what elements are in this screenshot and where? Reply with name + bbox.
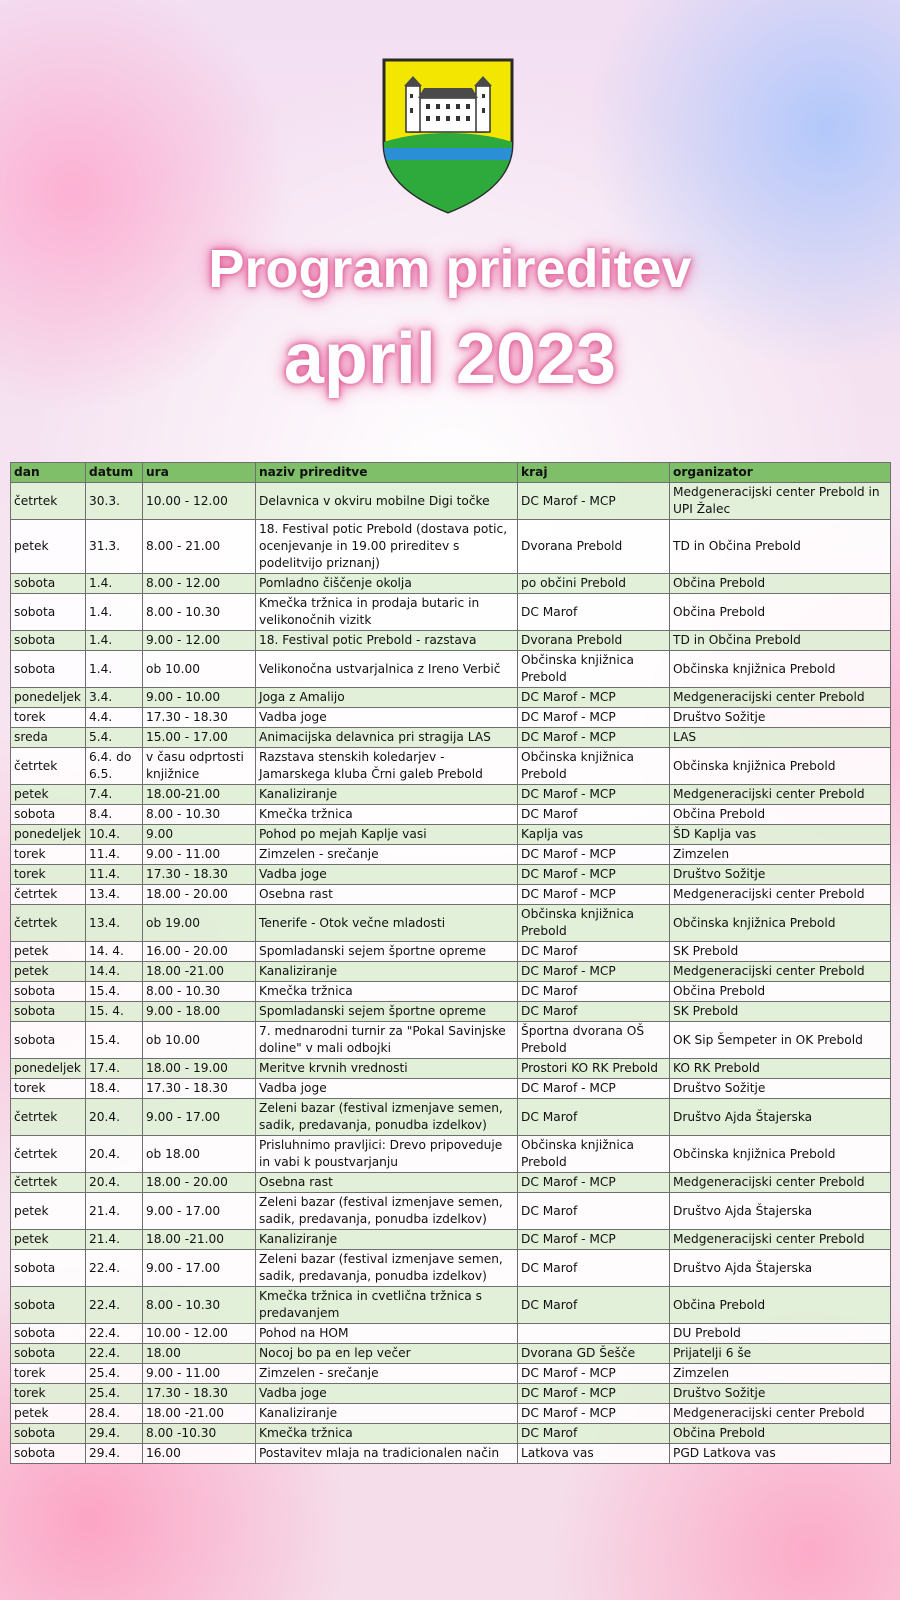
cell-organizer: Občina Prebold xyxy=(670,982,891,1002)
cell-day: petek xyxy=(11,520,86,574)
cell-day: sobota xyxy=(11,1324,86,1344)
cell-date: 14.4. xyxy=(86,962,143,982)
table-row xyxy=(11,865,891,885)
cell-location: DC Marof - MCP xyxy=(518,483,670,520)
cell-time: 15.00 - 17.00 xyxy=(143,728,256,748)
table-row xyxy=(11,483,891,520)
cell-date: 25.4. xyxy=(86,1364,143,1384)
cell-event-name: Spomladanski sejem športne opreme xyxy=(256,942,518,962)
table-row xyxy=(11,1099,891,1136)
cell-date: 1.4. xyxy=(86,574,143,594)
cell-location: DC Marof xyxy=(518,1002,670,1022)
cell-organizer: LAS xyxy=(670,728,891,748)
cell-location: DC Marof - MCP xyxy=(518,885,670,905)
cell-day: četrtek xyxy=(11,1099,86,1136)
cell-day: torek xyxy=(11,865,86,885)
cell-time: 10.00 - 12.00 xyxy=(143,1324,256,1344)
cell-organizer: Medgeneracijski center Prebold in UPI Žalec xyxy=(670,483,891,520)
cell-day: sobota xyxy=(11,631,86,651)
cell-date: 15.4. xyxy=(86,982,143,1002)
cell-event-name: Animacijska delavnica pri stragija LAS xyxy=(256,728,518,748)
cell-organizer: Društvo Ajda Štajerska xyxy=(670,1099,891,1136)
cell-date: 29.4. xyxy=(86,1424,143,1444)
cell-organizer: Društvo Sožitje xyxy=(670,1384,891,1404)
cell-organizer: Društvo Sožitje xyxy=(670,1079,891,1099)
cell-organizer: SK Prebold xyxy=(670,1002,891,1022)
cell-day: ponedeljek xyxy=(11,688,86,708)
cell-time: 9.00 - 18.00 xyxy=(143,1002,256,1022)
cell-day: torek xyxy=(11,1079,86,1099)
cell-location: Prostori KO RK Prebold xyxy=(518,1059,670,1079)
cell-location: DC Marof - MCP xyxy=(518,1364,670,1384)
cell-event-name: Kmečka tržnica in prodaja butaric in velikonočnih vizitk xyxy=(256,594,518,631)
cell-date: 22.4. xyxy=(86,1344,143,1364)
cell-day: sobota xyxy=(11,982,86,1002)
cell-date: 7.4. xyxy=(86,785,143,805)
cell-location: DC Marof - MCP xyxy=(518,962,670,982)
cell-location: DC Marof - MCP xyxy=(518,708,670,728)
cell-location: DC Marof - MCP xyxy=(518,1079,670,1099)
cell-event-name: Joga z Amalijo xyxy=(256,688,518,708)
cell-time: ob 10.00 xyxy=(143,651,256,688)
cell-organizer: Društvo Ajda Štajerska xyxy=(670,1250,891,1287)
cell-time: 18.00 - 19.00 xyxy=(143,1059,256,1079)
table-row xyxy=(11,631,891,651)
cell-day: petek xyxy=(11,785,86,805)
cell-location: Občinska knjižnica Prebold xyxy=(518,905,670,942)
cell-organizer: Občinska knjižnica Prebold xyxy=(670,748,891,785)
table-row xyxy=(11,594,891,631)
cell-location: DC Marof - MCP xyxy=(518,845,670,865)
cell-location: po občini Prebold xyxy=(518,574,670,594)
cell-location: DC Marof xyxy=(518,594,670,631)
cell-time: 9.00 - 12.00 xyxy=(143,631,256,651)
cell-date: 17.4. xyxy=(86,1059,143,1079)
table-row xyxy=(11,1404,891,1424)
cell-organizer: Občina Prebold xyxy=(670,1424,891,1444)
cell-event-name: Kmečka tržnica xyxy=(256,1424,518,1444)
cell-date: 11.4. xyxy=(86,845,143,865)
cell-organizer: Medgeneracijski center Prebold xyxy=(670,688,891,708)
cell-location: DC Marof xyxy=(518,1099,670,1136)
events-table xyxy=(10,462,891,1464)
cell-organizer: Zimzelen xyxy=(670,1364,891,1384)
cell-event-name: Meritve krvnih vrednosti xyxy=(256,1059,518,1079)
table-row xyxy=(11,1364,891,1384)
table-row xyxy=(11,728,891,748)
cell-date: 10.4. xyxy=(86,825,143,845)
table-row xyxy=(11,845,891,865)
cell-location: DC Marof - MCP xyxy=(518,865,670,885)
cell-organizer: TD in Občina Prebold xyxy=(670,520,891,574)
cell-time: 18.00 xyxy=(143,1344,256,1364)
cell-location: DC Marof xyxy=(518,1424,670,1444)
cell-time: ob 18.00 xyxy=(143,1136,256,1173)
cell-location: Latkova vas xyxy=(518,1444,670,1464)
cell-event-name: Osebna rast xyxy=(256,885,518,905)
cell-day: petek xyxy=(11,1193,86,1230)
cell-organizer: Prijatelji 6 še xyxy=(670,1344,891,1364)
cell-day: sobota xyxy=(11,1287,86,1324)
cell-event-name: Zeleni bazar (festival izmenjave semen, sadik, predavanja, ponudba izdelkov) xyxy=(256,1193,518,1230)
cell-time: 17.30 - 18.30 xyxy=(143,1079,256,1099)
cell-organizer: Medgeneracijski center Prebold xyxy=(670,962,891,982)
cell-time: 18.00 - 20.00 xyxy=(143,1173,256,1193)
cell-time: 8.00 - 10.30 xyxy=(143,982,256,1002)
header-kraj: kraj xyxy=(518,463,670,483)
table-row xyxy=(11,1250,891,1287)
cell-date: 6.4. do 6.5. xyxy=(86,748,143,785)
table-row xyxy=(11,1384,891,1404)
cell-event-name: Prisluhnimo pravljici: Drevo pripoveduje in vabi k poustvarjanju xyxy=(256,1136,518,1173)
cell-day: torek xyxy=(11,1364,86,1384)
cell-day: ponedeljek xyxy=(11,1059,86,1079)
cell-time: 18.00-21.00 xyxy=(143,785,256,805)
cell-date: 25.4. xyxy=(86,1384,143,1404)
header-datum: datum xyxy=(86,463,143,483)
cell-event-name: Tenerife - Otok večne mladosti xyxy=(256,905,518,942)
cell-day: ponedeljek xyxy=(11,825,86,845)
cell-organizer: ŠD Kaplja vas xyxy=(670,825,891,845)
cell-date: 28.4. xyxy=(86,1404,143,1424)
table-row xyxy=(11,1173,891,1193)
table-row xyxy=(11,785,891,805)
municipality-crest-logo xyxy=(380,56,516,214)
cell-location: DC Marof - MCP xyxy=(518,688,670,708)
table-row xyxy=(11,688,891,708)
cell-date: 20.4. xyxy=(86,1173,143,1193)
table-row xyxy=(11,520,891,574)
cell-event-name: Vadba joge xyxy=(256,1079,518,1099)
cell-time: 9.00 - 17.00 xyxy=(143,1193,256,1230)
cell-date: 29.4. xyxy=(86,1444,143,1464)
cell-organizer: Občinska knjižnica Prebold xyxy=(670,651,891,688)
cell-event-name: 18. Festival potic Prebold - razstava xyxy=(256,631,518,651)
cell-event-name: Kmečka tržnica xyxy=(256,982,518,1002)
table-row xyxy=(11,885,891,905)
cell-date: 1.4. xyxy=(86,631,143,651)
cell-organizer: Občina Prebold xyxy=(670,1287,891,1324)
cell-location: DC Marof xyxy=(518,1193,670,1230)
cell-day: petek xyxy=(11,962,86,982)
cell-event-name: Pohod po mejah Kaplje vasi xyxy=(256,825,518,845)
cell-organizer: Občina Prebold xyxy=(670,805,891,825)
cell-date: 13.4. xyxy=(86,905,143,942)
cell-location: DC Marof xyxy=(518,982,670,1002)
cell-time: 10.00 - 12.00 xyxy=(143,483,256,520)
cell-time: 17.30 - 18.30 xyxy=(143,1384,256,1404)
table-row xyxy=(11,651,891,688)
cell-location: DC Marof - MCP xyxy=(518,785,670,805)
cell-time: 8.00 - 10.30 xyxy=(143,594,256,631)
cell-event-name: Pomladno čiščenje okolja xyxy=(256,574,518,594)
cell-day: petek xyxy=(11,942,86,962)
table-row xyxy=(11,1193,891,1230)
table-row xyxy=(11,1230,891,1250)
header-ura: ura xyxy=(143,463,256,483)
cell-event-name: Kanaliziranje xyxy=(256,962,518,982)
cell-time: 8.00 - 10.30 xyxy=(143,805,256,825)
cell-time: 18.00 -21.00 xyxy=(143,1404,256,1424)
table-row xyxy=(11,1136,891,1173)
table-row xyxy=(11,1344,891,1364)
cell-day: sobota xyxy=(11,1250,86,1287)
cell-event-name: 7. mednarodni turnir za "Pokal Savinjske doline" v mali odbojki xyxy=(256,1022,518,1059)
table-row xyxy=(11,962,891,982)
cell-time: 18.00 -21.00 xyxy=(143,1230,256,1250)
cell-date: 21.4. xyxy=(86,1193,143,1230)
cell-event-name: Zimzelen - srečanje xyxy=(256,845,518,865)
cell-organizer: PGD Latkova vas xyxy=(670,1444,891,1464)
cell-location xyxy=(518,1324,670,1344)
table-row xyxy=(11,708,891,728)
header-naziv-prireditve: naziv prireditve xyxy=(256,463,518,483)
events-table-header xyxy=(11,463,891,483)
cell-day: sobota xyxy=(11,574,86,594)
cell-organizer: Občinska knjižnica Prebold xyxy=(670,1136,891,1173)
cell-time: 16.00 - 20.00 xyxy=(143,942,256,962)
cell-organizer: OK Sip Šempeter in OK Prebold xyxy=(670,1022,891,1059)
cell-event-name: Kanaliziranje xyxy=(256,1404,518,1424)
cell-date: 20.4. xyxy=(86,1099,143,1136)
cell-day: torek xyxy=(11,1384,86,1404)
cell-event-name: Vadba joge xyxy=(256,865,518,885)
cell-day: četrtek xyxy=(11,885,86,905)
cell-organizer: DU Prebold xyxy=(670,1324,891,1344)
header-organizator: organizator xyxy=(670,463,891,483)
cell-location: Dvorana Prebold xyxy=(518,631,670,651)
cell-organizer: Medgeneracijski center Prebold xyxy=(670,1404,891,1424)
cell-day: torek xyxy=(11,845,86,865)
cell-date: 8.4. xyxy=(86,805,143,825)
cell-location: DC Marof - MCP xyxy=(518,1173,670,1193)
cell-day: sobota xyxy=(11,805,86,825)
cell-date: 3.4. xyxy=(86,688,143,708)
cell-date: 15.4. xyxy=(86,1022,143,1059)
cell-date: 4.4. xyxy=(86,708,143,728)
cell-time: 9.00 - 10.00 xyxy=(143,688,256,708)
cell-event-name: Pohod na HOM xyxy=(256,1324,518,1344)
cell-time: 8.00 - 10.30 xyxy=(143,1287,256,1324)
cell-day: sobota xyxy=(11,1344,86,1364)
cell-location: DC Marof xyxy=(518,805,670,825)
cell-time: 9.00 - 11.00 xyxy=(143,845,256,865)
cell-time: 17.30 - 18.30 xyxy=(143,865,256,885)
table-row xyxy=(11,574,891,594)
cell-organizer: Občina Prebold xyxy=(670,574,891,594)
cell-organizer: Občinska knjižnica Prebold xyxy=(670,905,891,942)
cell-date: 1.4. xyxy=(86,651,143,688)
cell-date: 14. 4. xyxy=(86,942,143,962)
cell-event-name: 18. Festival potic Prebold (dostava potic, ocenjevanje in 19.00 prireditev s podelitvijo priznanj) xyxy=(256,520,518,574)
cell-day: sobota xyxy=(11,1022,86,1059)
cell-location: Občinska knjižnica Prebold xyxy=(518,1136,670,1173)
cell-organizer: Društvo Sožitje xyxy=(670,708,891,728)
cell-time: 18.00 - 20.00 xyxy=(143,885,256,905)
table-row xyxy=(11,1324,891,1344)
cell-date: 15. 4. xyxy=(86,1002,143,1022)
table-row xyxy=(11,905,891,942)
cell-time: 17.30 - 18.30 xyxy=(143,708,256,728)
cell-date: 5.4. xyxy=(86,728,143,748)
cell-event-name: Kmečka tržnica in cvetlična tržnica s predavanjem xyxy=(256,1287,518,1324)
cell-time: ob 19.00 xyxy=(143,905,256,942)
cell-day: sobota xyxy=(11,651,86,688)
cell-date: 1.4. xyxy=(86,594,143,631)
events-table-body xyxy=(11,483,891,1464)
cell-event-name: Kanaliziranje xyxy=(256,785,518,805)
cell-date: 13.4. xyxy=(86,885,143,905)
cell-day: torek xyxy=(11,708,86,728)
cell-location: DC Marof xyxy=(518,942,670,962)
cell-event-name: Spomladanski sejem športne opreme xyxy=(256,1002,518,1022)
cell-event-name: Velikonočna ustvarjalnica z Ireno Verbič xyxy=(256,651,518,688)
cell-event-name: Delavnica v okviru mobilne Digi točke xyxy=(256,483,518,520)
cell-day: četrtek xyxy=(11,1173,86,1193)
cell-location: Dvorana GD Šešče xyxy=(518,1344,670,1364)
cell-day: sobota xyxy=(11,1444,86,1464)
table-row xyxy=(11,805,891,825)
table-row xyxy=(11,1022,891,1059)
cell-location: Dvorana Prebold xyxy=(518,520,670,574)
page-title: Program prireditev xyxy=(208,239,692,299)
cell-organizer: Občina Prebold xyxy=(670,594,891,631)
cell-date: 22.4. xyxy=(86,1287,143,1324)
cell-location: DC Marof - MCP xyxy=(518,1384,670,1404)
cell-day: četrtek xyxy=(11,905,86,942)
cell-date: 31.3. xyxy=(86,520,143,574)
cell-day: petek xyxy=(11,1404,86,1424)
cell-organizer: TD in Občina Prebold xyxy=(670,631,891,651)
cell-organizer: Medgeneracijski center Prebold xyxy=(670,1173,891,1193)
cell-time: 9.00 xyxy=(143,825,256,845)
cell-date: 22.4. xyxy=(86,1324,143,1344)
cell-date: 11.4. xyxy=(86,865,143,885)
cell-location: Kaplja vas xyxy=(518,825,670,845)
cell-location: DC Marof - MCP xyxy=(518,1404,670,1424)
cell-event-name: Kmečka tržnica xyxy=(256,805,518,825)
cell-time: 8.00 - 12.00 xyxy=(143,574,256,594)
page-subtitle-month: april 2023 xyxy=(283,319,617,399)
cell-organizer: Medgeneracijski center Prebold xyxy=(670,785,891,805)
cell-day: sreda xyxy=(11,728,86,748)
cell-time: 8.00 - 21.00 xyxy=(143,520,256,574)
cell-organizer: Društvo Ajda Štajerska xyxy=(670,1193,891,1230)
cell-day: sobota xyxy=(11,1424,86,1444)
cell-organizer: Društvo Sožitje xyxy=(670,865,891,885)
cell-organizer: Zimzelen xyxy=(670,845,891,865)
cell-date: 22.4. xyxy=(86,1250,143,1287)
cell-location: DC Marof - MCP xyxy=(518,728,670,748)
cell-event-name: Zimzelen - srečanje xyxy=(256,1364,518,1384)
cell-time: 9.00 - 17.00 xyxy=(143,1099,256,1136)
cell-date: 18.4. xyxy=(86,1079,143,1099)
table-row xyxy=(11,1079,891,1099)
cell-location: Občinska knjižnica Prebold xyxy=(518,651,670,688)
cell-time: 16.00 xyxy=(143,1444,256,1464)
cell-event-name: Postavitev mlaja na tradicionalen način xyxy=(256,1444,518,1464)
cell-day: četrtek xyxy=(11,1136,86,1173)
cell-time: v času odprtosti knjižnice xyxy=(143,748,256,785)
cell-event-name: Zeleni bazar (festival izmenjave semen, sadik, predavanja, ponudba izdelkov) xyxy=(256,1250,518,1287)
table-row xyxy=(11,1059,891,1079)
cell-time: 8.00 -10.30 xyxy=(143,1424,256,1444)
table-row xyxy=(11,1444,891,1464)
table-row xyxy=(11,1287,891,1324)
cell-event-name: Osebna rast xyxy=(256,1173,518,1193)
cell-day: sobota xyxy=(11,594,86,631)
cell-event-name: Razstava stenskih koledarjev - Jamarskega kluba Črni galeb Prebold xyxy=(256,748,518,785)
table-row xyxy=(11,942,891,962)
cell-time: 9.00 - 11.00 xyxy=(143,1364,256,1384)
table-row xyxy=(11,748,891,785)
cell-date: 21.4. xyxy=(86,1230,143,1250)
cell-organizer: Medgeneracijski center Prebold xyxy=(670,885,891,905)
table-row xyxy=(11,1002,891,1022)
cell-day: petek xyxy=(11,1230,86,1250)
cell-organizer: SK Prebold xyxy=(670,942,891,962)
cell-event-name: Vadba joge xyxy=(256,708,518,728)
cell-organizer: KO RK Prebold xyxy=(670,1059,891,1079)
cell-location: DC Marof xyxy=(518,1287,670,1324)
table-row xyxy=(11,982,891,1002)
cell-location: Občinska knjižnica Prebold xyxy=(518,748,670,785)
cell-day: četrtek xyxy=(11,483,86,520)
cell-location: DC Marof - MCP xyxy=(518,1230,670,1250)
table-row xyxy=(11,1424,891,1444)
table-row xyxy=(11,825,891,845)
cell-day: četrtek xyxy=(11,748,86,785)
cell-location: DC Marof xyxy=(518,1250,670,1287)
cell-organizer: Medgeneracijski center Prebold xyxy=(670,1230,891,1250)
header-dan: dan xyxy=(11,463,86,483)
cell-event-name: Vadba joge xyxy=(256,1384,518,1404)
cell-event-name: Nocoj bo pa en lep večer xyxy=(256,1344,518,1364)
cell-event-name: Zeleni bazar (festival izmenjave semen, sadik, predavanja, ponudba izdelkov) xyxy=(256,1099,518,1136)
cell-date: 20.4. xyxy=(86,1136,143,1173)
cell-date: 30.3. xyxy=(86,483,143,520)
cell-event-name: Kanaliziranje xyxy=(256,1230,518,1250)
cell-time: ob 10.00 xyxy=(143,1022,256,1059)
cell-time: 9.00 - 17.00 xyxy=(143,1250,256,1287)
cell-day: sobota xyxy=(11,1002,86,1022)
cell-location: Športna dvorana OŠ Prebold xyxy=(518,1022,670,1059)
cell-time: 18.00 -21.00 xyxy=(143,962,256,982)
